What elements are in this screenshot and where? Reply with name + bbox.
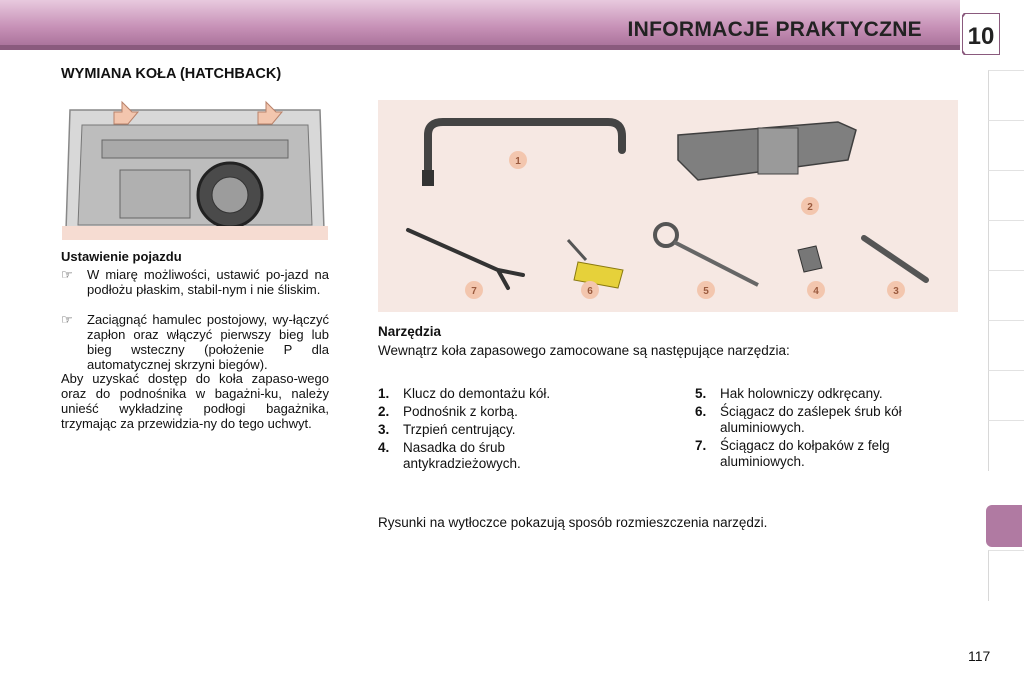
chapter-tab[interactable] — [988, 320, 1024, 371]
vehicle-position-heading: Ustawienie pojazdu — [61, 249, 182, 264]
tools-list-left — [378, 386, 648, 474]
chapter-tab[interactable] — [988, 550, 1024, 601]
bullet-item: ☞ W miarę możliwości, ustawić po-jazd na podłożu płaskim, stabil-nym i nie śliskim. — [61, 267, 329, 297]
callout-label-1: 1 — [515, 156, 521, 167]
section-title: WYMIANA KOŁA (HATCHBACK) — [61, 66, 282, 82]
chapter-tab-active[interactable] — [986, 505, 1022, 547]
callout-label-3: 3 — [893, 286, 899, 297]
callout-label-4: 4 — [813, 286, 819, 297]
header-title: INFORMACJE PRAKTYCZNE — [627, 18, 922, 41]
chapter-tab[interactable] — [988, 220, 1024, 271]
chapter-tab[interactable] — [988, 70, 1024, 121]
tools-intro: Wewnątrz koła zapasowego zamocowane są następujące narzędzia: — [378, 343, 790, 358]
list-item: 3. Trzpień centrujący. — [378, 422, 516, 437]
chapter-tab[interactable] — [988, 120, 1024, 171]
hand-pointer-icon: ☞ — [61, 267, 73, 282]
hand-pointer-icon: ☞ — [61, 312, 73, 327]
list-item: 2. Podnośnik z korbą. — [378, 404, 518, 419]
list-item: 1. Klucz do demontażu kół. — [378, 386, 551, 401]
chapter-badge — [962, 13, 1000, 55]
callout-label-5: 5 — [703, 286, 709, 297]
page-number: 117 — [968, 648, 991, 664]
tools-illustration — [378, 100, 958, 312]
trunk-access-paragraph: Aby uzyskać dostęp do koła zapaso-wego oraz do podnośnika w bagażni-ku, należy unieść wykładzinę podłogi bagażnika, trzymając za przewidzia-ny do tego uchwyt. — [61, 371, 329, 431]
callout-label-6: 6 — [587, 286, 593, 297]
list-item: 5. Hak holowniczy odkręcany. — [695, 386, 883, 401]
chapter-number: 10 — [967, 23, 995, 50]
trunk-illustration — [62, 100, 328, 240]
chapter-tabs — [988, 70, 1024, 610]
tools-footnote: Rysunki na wytłoczce pokazują sposób rozmieszczenia narzędzi. — [378, 515, 768, 530]
bullet-item: ☞ Zaciągnąć hamulec postojowy, wy-łączyć zapłon oraz włączyć pierwszy bieg lub bieg wsteczny (położenie P dla automatycznej skrzyni biegów). — [61, 312, 329, 372]
tools-list-right — [695, 386, 930, 472]
tools-heading: Narzędzia — [378, 324, 442, 339]
callout-label-7: 7 — [471, 286, 477, 297]
list-item: 7. Ściągacz do kołpaków z felg aluminiowych. — [695, 438, 890, 469]
chapter-tab[interactable] — [988, 370, 1024, 421]
list-item: 4. Nasadka do śrub antykradzieżowych. — [378, 440, 521, 471]
callout-label-2: 2 — [807, 202, 813, 213]
chapter-tab[interactable] — [988, 170, 1024, 221]
list-item: 6. Ściągacz do zaślepek śrub kół aluminiowych. — [695, 404, 902, 435]
chapter-tab[interactable] — [988, 270, 1024, 321]
chapter-tab[interactable] — [988, 420, 1024, 471]
